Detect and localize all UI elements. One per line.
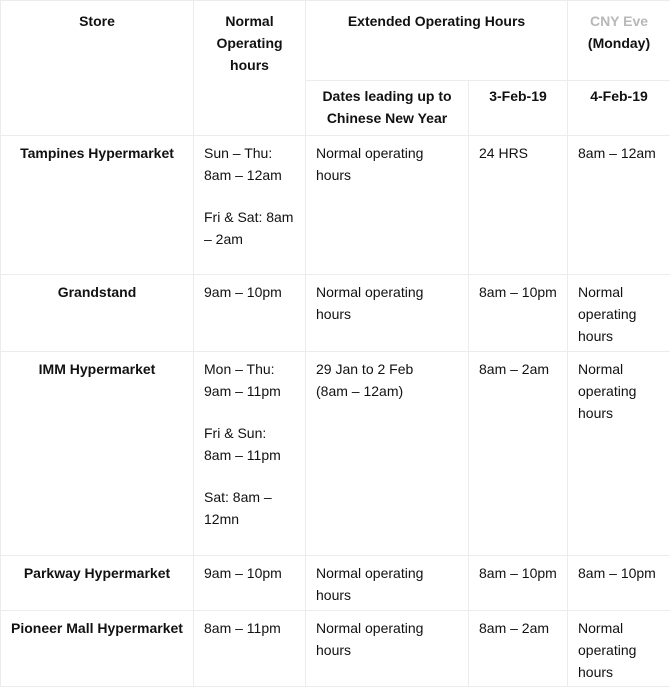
normal-hours-cell [194,352,306,556]
normal-hours-line: Fri & Sun: 8am – 11pm [204,422,295,466]
leading-hours-cell: Normal operating hours [306,611,469,687]
feb3-hours-cell: 8am – 2am [469,611,568,687]
normal-hours-line: Mon – Thu: 9am – 11pm [204,358,295,402]
feb3-hours-cell: 8am – 2am [469,352,568,556]
feb3-hours-cell: 8am – 10pm [469,556,568,611]
table-row [1,275,670,352]
table-row [1,352,670,556]
leading-hours-cell: Normal operating hours [306,136,469,275]
header-extended-hours: Extended Operating Hours [306,1,568,81]
header-normal-hours: Normal Operating hours [194,1,306,136]
store-name: Parkway Hypermarket [1,556,194,611]
table-row [1,136,670,275]
store-name: Pioneer Mall Hypermarket [1,611,194,687]
header-feb4: 4-Feb-19 [568,81,670,136]
normal-hours-line: Sun – Thu: 8am – 12am [204,142,295,186]
leading-hours-cell: Normal operating hours [306,556,469,611]
header-monday-label: (Monday) [578,32,660,54]
header-cny-eve [568,1,670,81]
leading-hours-line: 29 Jan to 2 Feb [316,358,458,380]
store-name: Grandstand [1,275,194,352]
leading-hours-line: (8am – 12am) [316,380,458,402]
leading-hours-cell: Normal operating hours [306,275,469,352]
store-name: Tampines Hypermarket [1,136,194,275]
table-row [1,611,670,687]
normal-hours-cell: 9am – 10pm [194,556,306,611]
feb4-hours-cell: 8am – 10pm [568,556,670,611]
header-cny-eve-label: CNY Eve [578,10,660,32]
feb4-hours-cell: Normal operating hours [568,352,670,556]
feb4-hours-cell: Normal operating hours [568,611,670,687]
leading-hours-cell [306,352,469,556]
header-dates-leading: Dates leading up to Chinese New Year [306,81,469,136]
feb3-hours-cell: 24 HRS [469,136,568,275]
feb4-hours-cell: Normal operating hours [568,275,670,352]
normal-hours-line: Fri & Sat: 8am – 2am [204,206,295,250]
normal-hours-cell: 9am – 10pm [194,275,306,352]
header-store: Store [1,1,194,136]
header-feb3: 3-Feb-19 [469,81,568,136]
normal-hours-line: Sat: 8am – 12mn [204,486,295,530]
normal-hours-cell [194,136,306,275]
table-row [1,556,670,611]
normal-hours-cell: 8am – 11pm [194,611,306,687]
store-name: IMM Hypermarket [1,352,194,556]
feb4-hours-cell: 8am – 12am [568,136,670,275]
feb3-hours-cell: 8am – 10pm [469,275,568,352]
